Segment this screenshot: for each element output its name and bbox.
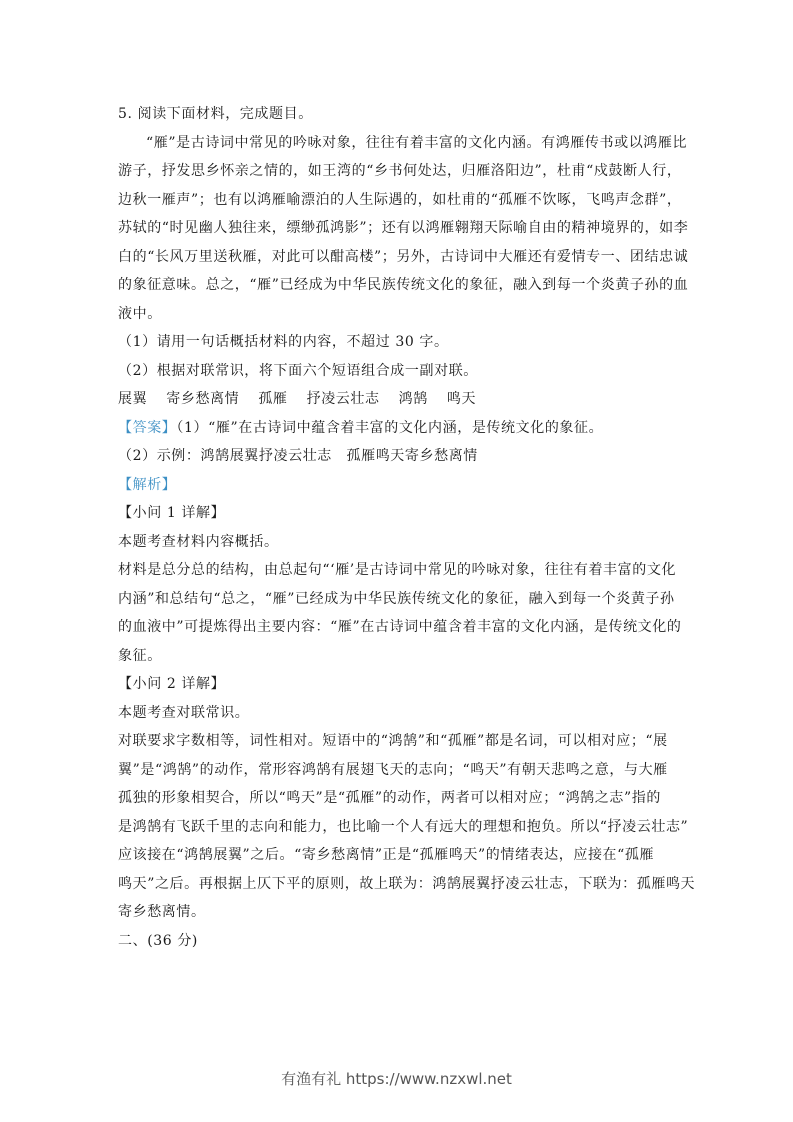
q2-heading: 【小问 2 详解】 [118, 676, 226, 692]
question-title: 5. 阅读下面材料，完成题目。 [118, 106, 313, 122]
next-section-heading: 二、(36 分) [118, 932, 198, 949]
phrase: 抒凌云壮志 [306, 391, 380, 407]
analysis-line: 鸣天”之后。再根据上仄下平的原则，故上联为：鸿鹄展翼抒凌云壮志，下联为：孤雁鸣天 [118, 875, 696, 892]
material-passage [118, 129, 689, 329]
analysis-tag: 【解析】 [118, 476, 177, 493]
analysis-line: 应该接在“鸿鹄展翼”之后。“寄乡愁离情”正是“孤雁鸣天”的情绪表达，应接在“孤雁 [118, 847, 655, 863]
sub-question-1: （1）请用一句话概括材料的内容，不超过 30 字。 [118, 334, 449, 350]
analysis-line: 的血液中”可提炼得出主要内容：“雁”在古诗词中蕴含着丰富的文化内涵，是传统文化的 [118, 619, 682, 635]
analysis-line: 材料是总分总的结构，由总起句“‘雁’是古诗词中常见的吟咏对象，往往有着丰富的文化 [118, 562, 677, 578]
phrase: 展翼 [118, 391, 148, 407]
analysis-line: 本题考查材料内容概括。 [118, 533, 279, 550]
answer-part-2: （2）示例：鸿鹄展翼抒凌云壮志 孤雁鸣天寄乡愁离情 [118, 448, 478, 464]
material-line: “雁”是古诗词中常见的吟咏对象，往往有着丰富的文化内涵。有鸿雁传书或以鸿雁比 [146, 134, 688, 151]
material-line: 边秋一雁声”；也有以鸿雁喻漂泊的人生际遇的，如杜甫的“孤雁不饮啄，飞鸣声念群”， [118, 191, 682, 208]
material-line: 白的“长风万里送秋雁，对此可以酣高楼”；另外，古诗词中大雁还有爱情专一、团结忠诚 [118, 248, 689, 265]
analysis-line: 本题考查对联常识。 [118, 704, 250, 721]
footer-watermark: 有渔有礼 https://www.nzxwl.net [281, 1070, 512, 1088]
analysis-line: 内涵”和总结句“总之，“雁”已经成为中华民族传统文化的象征，融入到每一个炎黄子孙 [118, 590, 675, 607]
answer-line-1 [118, 414, 678, 443]
material-line: 游子，抒发思乡怀亲之情的，如王湾的“乡书何处达，归雁洛阳边”，杜甫“戍鼓断人行， [118, 163, 682, 179]
analysis-line: 孤独的形象相契合，所以“鸣天”是“孤雁”的动作，两者可以相对应；“鸿鹄之志”指的 [118, 790, 661, 806]
document-page [118, 100, 696, 955]
analysis-line: 象征。 [118, 647, 162, 664]
answer-part-1: （1）“雁”在古诗词中蕴含着丰富的文化内涵，是传统文化的象征。 [176, 419, 604, 436]
analysis-line: 对联要求字数相等，词性相对。短语中的“鸿鹄”和“孤雁”都是名词，可以相对应；“展 [118, 733, 668, 749]
phrase: 鸣天 [446, 391, 477, 407]
q1-heading: 【小问 1 详解】 [118, 505, 226, 521]
analysis-line: 是鸿鹄有飞跃千里的志向和能力，也比喻一个人有远大的理想和抱负。所以“抒凌云壮志” [118, 818, 689, 835]
material-line: 液中。 [118, 305, 162, 322]
analysis-line: 寄乡愁离情。 [118, 904, 206, 920]
phrase: 寄乡愁离情 [166, 391, 240, 407]
phrase: 鸿鹄 [398, 391, 428, 407]
sub-question-2: （2）根据对联常识，将下面六个短语组合成一副对联。 [118, 362, 478, 379]
material-line: 苏轼的“时见幽人独往来，缥缈孤鸿影”；还有以鸿雁翱翔天际喻自由的精神境界的，如李 [118, 220, 689, 236]
phrase-list [118, 385, 678, 414]
analysis-line: 翼”是“鸿鹄”的动作，常形容鸿鹄有展翅飞天的志向；“鸣天”有朝天悲鸣之意，与大雁 [118, 761, 668, 778]
phrase: 孤雁 [258, 391, 288, 407]
answer-tag: 【答案】 [118, 419, 177, 436]
material-line: 的象征意味。总之，“雁”已经成为中华民族传统文化的象征，融入到每一个炎黄子孙的血 [118, 277, 689, 293]
